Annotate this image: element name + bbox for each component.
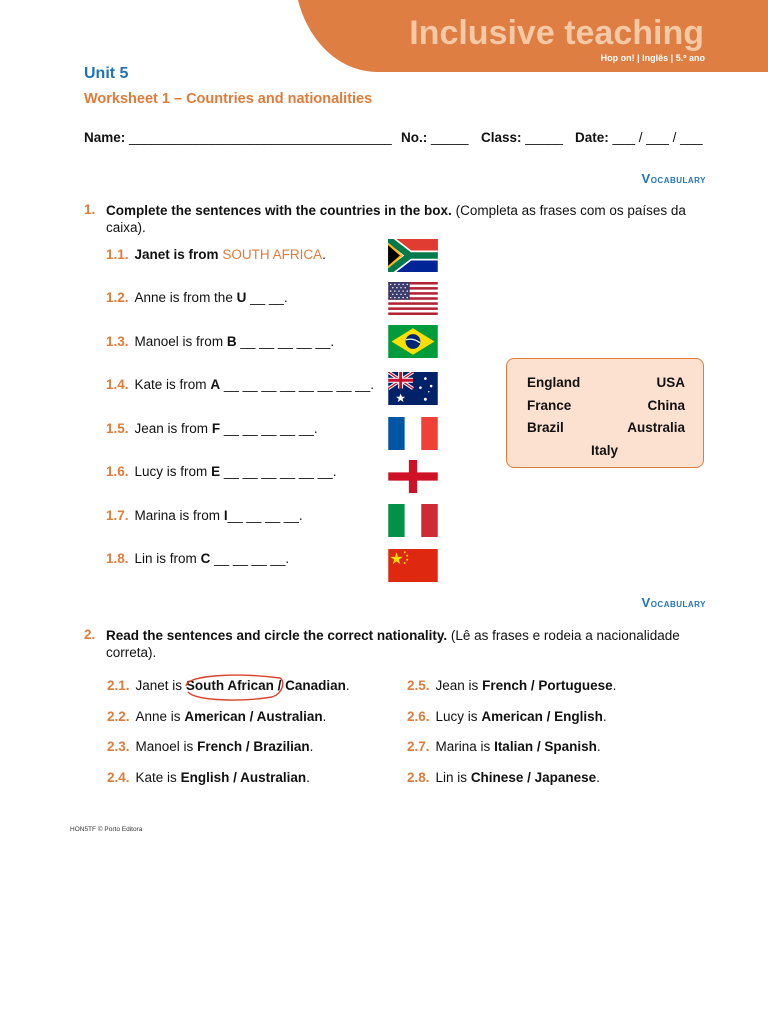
date-label: Date: xyxy=(575,130,609,145)
question-1-7[interactable]: 1.7. Marina is from I__ __ __ __. xyxy=(106,508,303,523)
england-flag-icon xyxy=(388,460,438,493)
question-2-4[interactable]: 2.4. Kate is English / Australian. xyxy=(107,770,310,785)
question-2-instruction: Read the sentences and circle the correct nationality. (Lê as frases e rodeia a nacionalidade correta). xyxy=(106,628,680,660)
question-1-number: 1. xyxy=(84,202,96,217)
footer-copyright: HON5TF © Porto Editora xyxy=(70,826,143,833)
question-2-5[interactable]: 2.5. Jean is French / Portuguese. xyxy=(407,678,617,693)
question-2-7[interactable]: 2.7. Marina is Italian / Spanish. xyxy=(407,739,601,754)
usa-flag-icon xyxy=(388,282,438,315)
question-2-6[interactable]: 2.6. Lucy is American / English. xyxy=(407,709,607,724)
question-2-8[interactable]: 2.8. Lin is Chinese / Japanese. xyxy=(407,770,600,785)
header-subtitle: Hop on! | Inglês | 5.º ano xyxy=(600,53,705,63)
class-field[interactable] xyxy=(481,130,563,145)
question-1-3[interactable]: 1.3. Manoel is from B __ __ __ __ __. xyxy=(106,334,335,349)
question-1-4[interactable]: 1.4. Kate is from A __ __ __ __ __ __ __ __. xyxy=(106,377,374,392)
question-1-instruction: Complete the sentences with the countries in the box. (Completa as frases com os países da caixa). xyxy=(106,203,686,235)
name-label: Name: xyxy=(84,130,126,145)
word-box-item: England xyxy=(527,375,581,390)
word-box-item: Italy xyxy=(591,443,619,458)
unit-title: Unit 5 xyxy=(84,65,129,82)
italy-flag-icon xyxy=(388,504,438,537)
name-field[interactable] xyxy=(84,130,392,145)
date-blank: ___ / ___ / ___ xyxy=(612,130,703,145)
south-africa-flag-icon xyxy=(388,239,438,272)
name-blank: ___________________________________ xyxy=(129,130,392,145)
number-field[interactable] xyxy=(401,130,469,145)
number-label: No.: xyxy=(401,130,428,145)
word-box-item: France xyxy=(527,398,572,413)
word-box-item: Australia xyxy=(627,420,685,435)
question-2-2[interactable]: 2.2. Anne is American / Australian. xyxy=(107,709,327,724)
question-1-6[interactable]: 1.6. Lucy is from E __ __ __ __ __ __. xyxy=(106,464,337,479)
worksheet-title: Worksheet 1 – Countries and nationalities xyxy=(84,91,373,107)
word-box-item: China xyxy=(647,398,685,413)
header-title: Inclusive teaching xyxy=(409,14,704,52)
question-1-5[interactable]: 1.5. Jean is from F __ __ __ __ __. xyxy=(106,421,318,436)
france-flag-icon xyxy=(388,417,438,450)
class-label: Class: xyxy=(481,130,522,145)
question-2-number: 2. xyxy=(84,627,96,642)
question-1-8[interactable]: 1.8. Lin is from C __ __ __ __. xyxy=(106,551,290,566)
circled-answer[interactable]: South African xyxy=(185,678,274,693)
word-box-item: USA xyxy=(656,375,685,390)
word-box-item: Brazil xyxy=(527,420,564,435)
section-label-vocabulary-1: Vocabulary xyxy=(641,171,706,186)
question-1-1: 1.1. Janet is from SOUTH AFRICA. xyxy=(106,247,326,262)
question-1-2[interactable]: 1.2. Anne is from the U __ __. xyxy=(106,290,288,305)
class-blank: _____ xyxy=(525,130,563,145)
question-2-3[interactable]: 2.3. Manoel is French / Brazilian. xyxy=(107,739,314,754)
number-blank: _____ xyxy=(431,130,469,145)
word-box xyxy=(506,358,704,468)
date-field[interactable] xyxy=(575,130,703,145)
question-2-1[interactable]: 2.1. Janet is South African / Canadian. xyxy=(107,678,350,693)
australia-flag-icon xyxy=(388,372,438,405)
answer-circle-mark xyxy=(182,672,286,702)
section-label-vocabulary-2: Vocabulary xyxy=(641,595,706,610)
china-flag-icon xyxy=(388,549,438,582)
brazil-flag-icon xyxy=(388,325,438,358)
